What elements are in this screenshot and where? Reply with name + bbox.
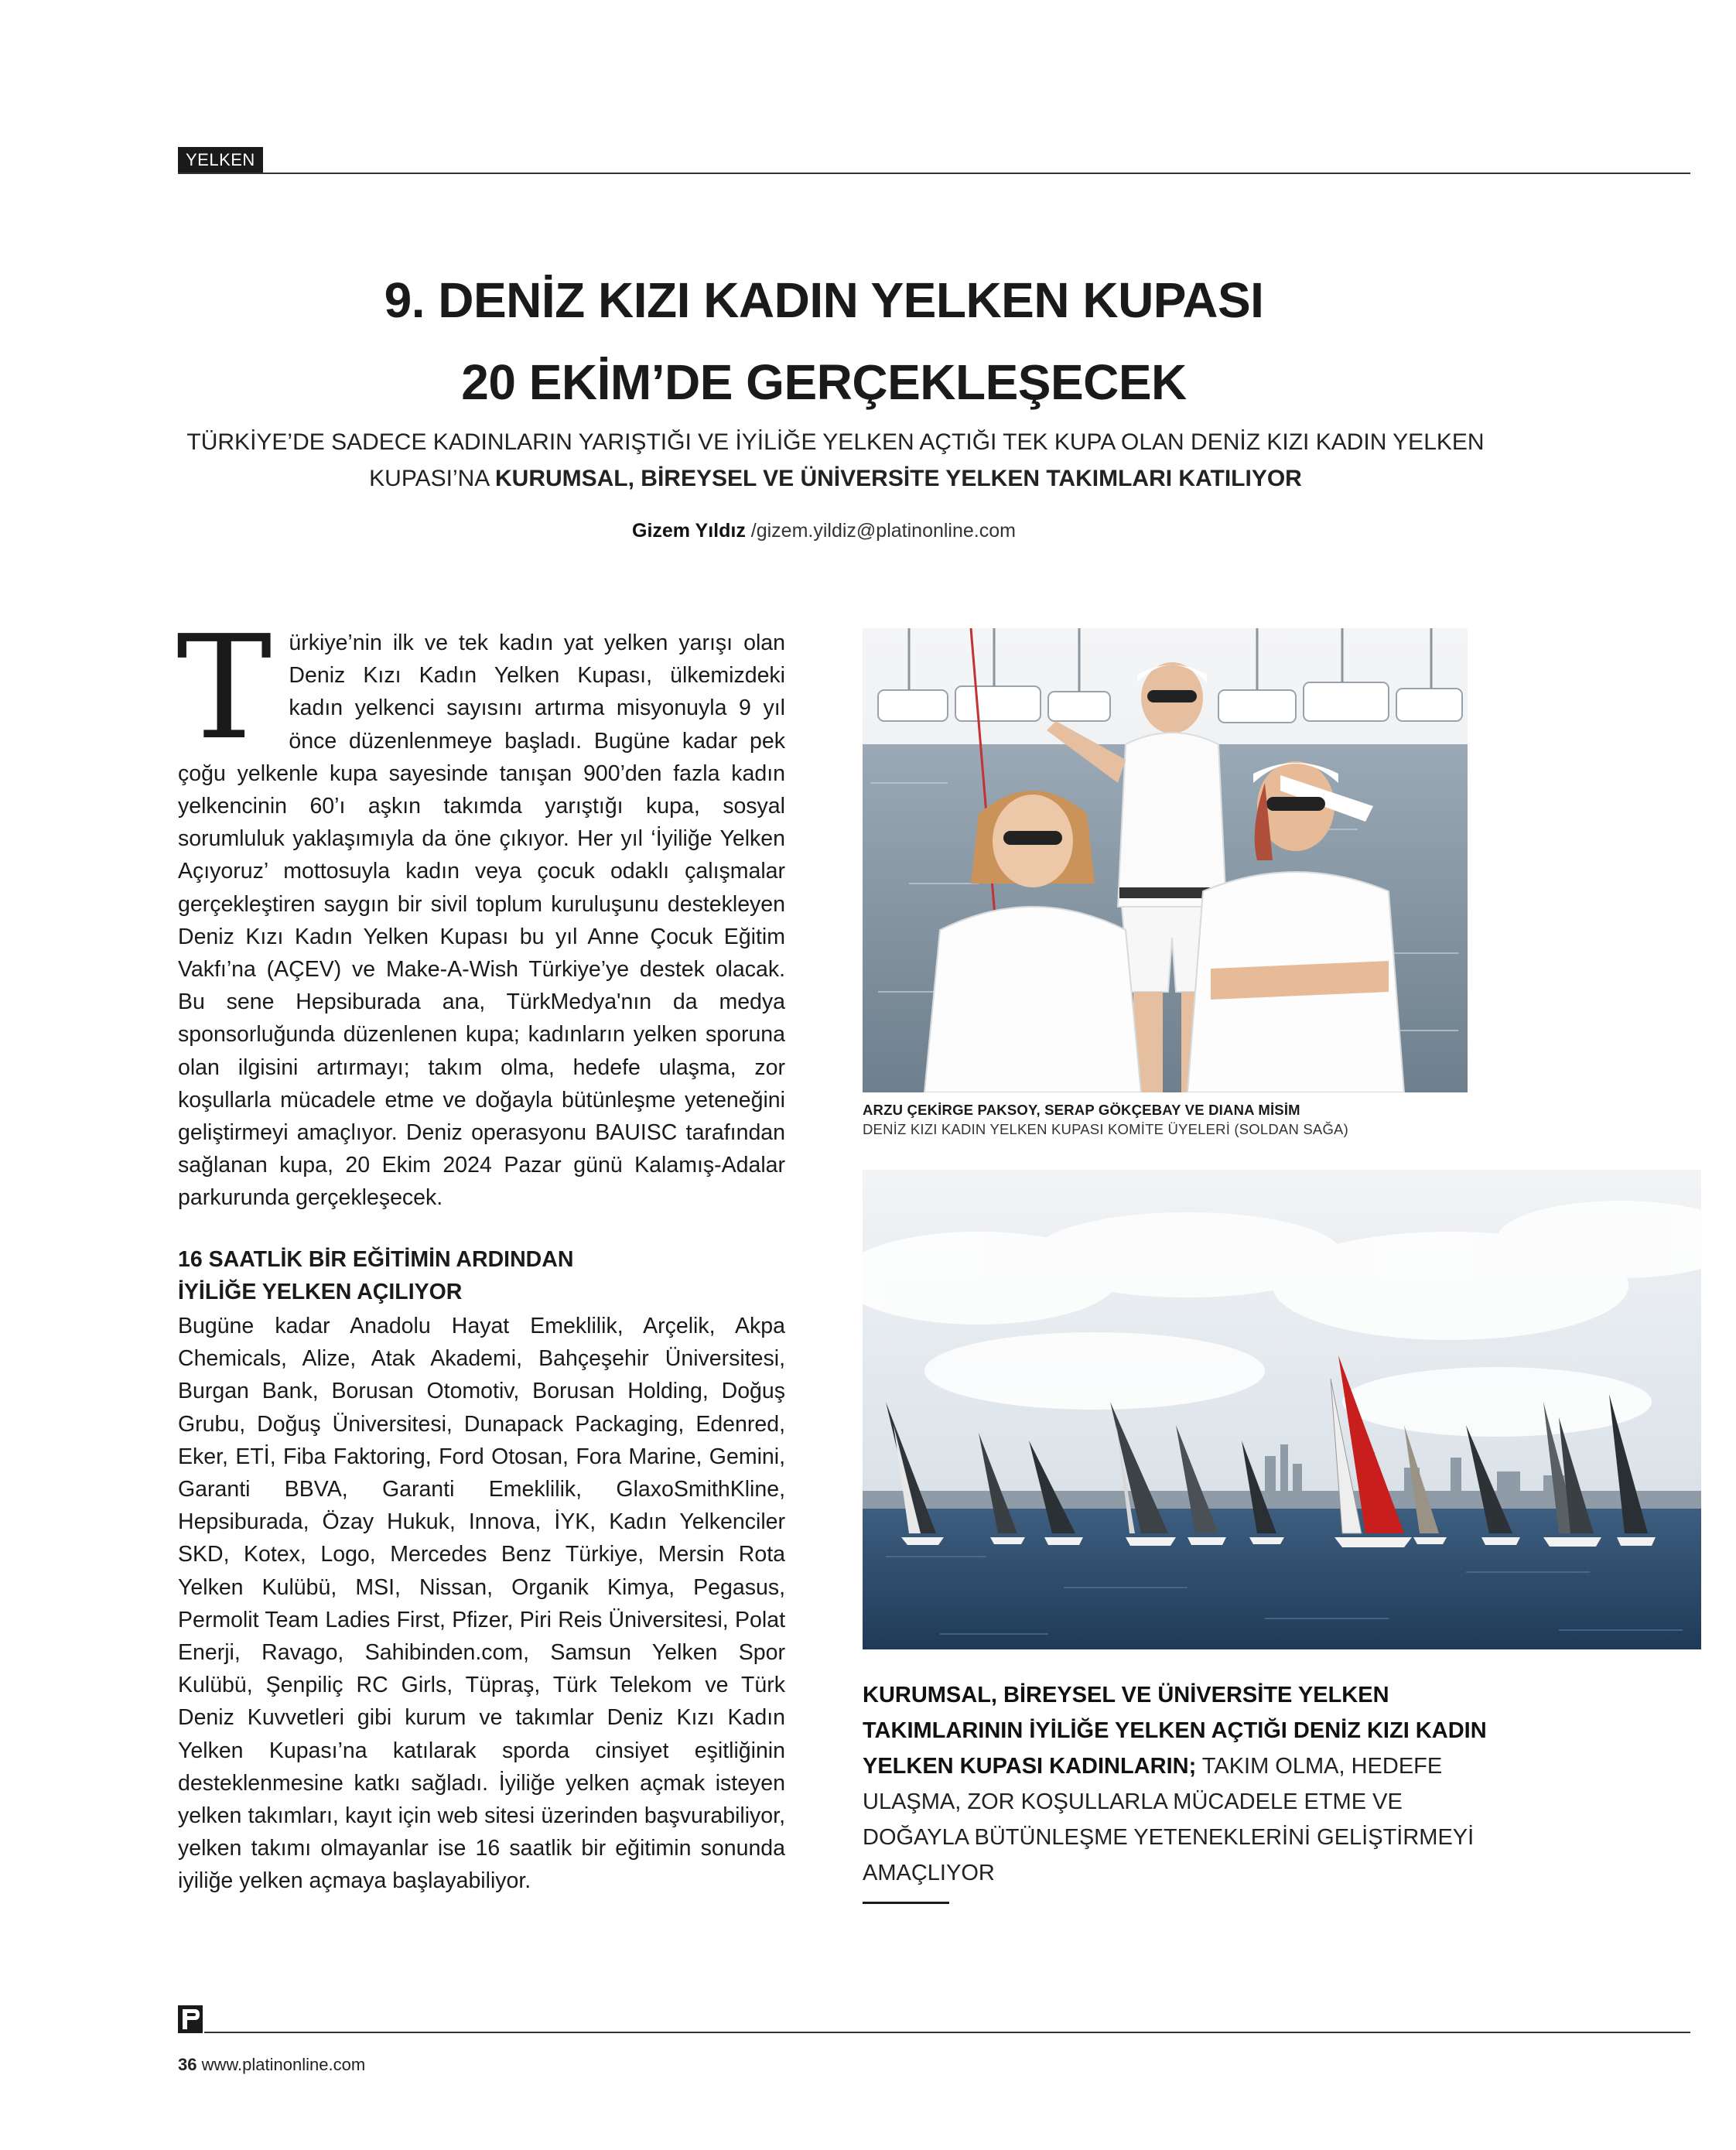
title-line-1: 9. DENİZ KIZI KADIN YELKEN KUPASI <box>384 272 1264 328</box>
body-text: Bugüne kadar Anadolu Hayat Emeklilik, Arçelik, Akpa Chemicals, Alize, Atak Akademi, Bahçeşehir Üniversitesi, Burgan Bank, Borusan Otomotiv, Borusan Holding, Doğuş Grubu, Doğuş Üniversitesi, Dunapack Packaging, Edenred, Eker, ETİ, Fiba Faktoring, Ford Otosan, Fora Marine, Gemini, Garanti BBVA, Garanti Emeklilik, GlaxoSmithKline, Hepsiburada, Özay Hukuk, Innova, İYK, Kadın Yelkenciler SKD, Kotex, Logo, Mercedes Benz Türkiye, Mersin Rota Yelken Kulübü, MSI, Nissan, Organik Kimya, Pegasus, Permolit Team Ladies First, Pfizer, Piri Reis Üniversitesi, Polat Enerji, Ravago, Sahibinden.com, Samsun Yelken Spor Kulübü, Şenpiliç RC Girls, Tüpraş, Türk Telekom ve Türk Deniz Kuvvetleri gibi kurum ve takımlar Deniz Kızı Kadın Yelken Kupası’na katılarak sporda cinsiyet eşitliğinin desteklenmesine katkı sağladı. İyiliğe yelken açmak isteyen yelken takımları, kayıt için web sitesi üzerinden başvurabiliyor, yelken takımı olmayanlar ise 16 saatlik bir eğitimin sonunda iyiliğe yelken açmaya başlayabiliyor. <box>178 1314 785 1894</box>
subtitle-line-2: KUPASI’NA <box>369 466 495 491</box>
title-line-2: 20 EKİM’DE GERÇEKLEŞECEK <box>461 354 1187 410</box>
pull-quote <box>863 1677 1497 1891</box>
author-name: Gizem Yıldız <box>632 520 746 542</box>
byline <box>0 520 1648 542</box>
page-number: 36 <box>178 2055 197 2074</box>
pull-quote-underline <box>863 1902 949 1904</box>
pull-quote-bold: KURUMSAL, BİREYSEL VE ÜNİVERSİTE YELKEN TAKIMLARININ İYİLİĞE YELKEN AÇTIĞI DENİZ KIZI KADIN YELKEN KUPASI KADINLARIN; <box>863 1683 1487 1779</box>
pull-quote-text: TAKIM OLMA, HEDEFE ULAŞMA, ZOR KOŞULLARLA MÜCADELE ETME VE DOĞAYLA BÜTÜNLEŞME YETENEKLERİNİ GELİŞTİRMEYİ AMAÇLIYOR <box>863 1754 1475 1885</box>
article-body <box>178 1310 785 1898</box>
article-title <box>0 259 1648 423</box>
footer-divider <box>204 2032 1690 2033</box>
section-label: YELKEN <box>178 147 263 173</box>
photo-caption-names: ARZU ÇEKİRGE PAKSOY, SERAP GÖKÇEBAY VE DIANA MİSİM <box>863 1102 1300 1118</box>
intro-text: ürkiye’nin ilk ve tek kadın yat yelken yarışı olan Deniz Kızı Kadın Yelken Kupası, ülkemizdeki kadın yelkenci sayısını artırma misyonuyla 9 yıl önce düzenlenmeye başladı. Bugüne kadar pek çoğu yelkenle kupa sayesinde tanışan 900’den fazla kadın yelkencinin 60’ı aşkın takımda yarıştığı kupa, sosyal sorumluluk yaklaşımıyla da öne çıkıyor. Her yıl ‘İyiliğe Yelken Açıyoruz’ mottosuyla kadın veya çocuk odaklı çalışmalar gerçekleştiren saygın bir sivil toplum kuruluşunu destekleyen Deniz Kızı Kadın Yelken Kupası bu yıl Anne Çocuk Eğitim Vakfı’na (AÇEV) ve Make-A-Wish Türkiye’ye destek olacak. Bu sene Hepsiburada ana, TürkMedya'nın da medya sponsorluğunda düzenlenen kupa; kadınların yelken sporuna olan ilgisini artırmayı; takım olma, hedefe ulaşma, zor koşullarla mücadele etme ve doğayla bütünleşme yeteneğini geliştirmeyi amaçlıyor. Deniz operasyonu BAUISC tarafından sağlanan kupa, 20 Ekim 2024 Pazar günü Kalamış-Adalar parkurunda gerçekleşecek. <box>178 631 785 1211</box>
article-intro <box>176 604 785 1215</box>
committee-photo <box>863 628 1468 1092</box>
subheading-line-2: İYİLİĞE YELKEN AÇILIYOR <box>178 1280 463 1304</box>
header-divider <box>178 173 1690 174</box>
subtitle-line-1: TÜRKİYE’DE SADECE KADINLARIN YARIŞTIĞI VE İYİLİĞE YELKEN AÇTIĞI TEK KUPA OLAN DENİZ KIZI KADIN YELKEN <box>186 429 1485 455</box>
drop-cap: T <box>176 604 272 771</box>
article-subtitle <box>178 424 1493 497</box>
regatta-photo <box>863 1170 1701 1649</box>
platin-logo-icon <box>178 2005 203 2033</box>
photo-caption-description: DENİZ KIZI KADIN YELKEN KUPASI KOMİTE ÜYELERİ (SOLDAN SAĞA) <box>863 1121 1348 1137</box>
footer-website[interactable]: www.platinonline.com <box>196 2055 366 2074</box>
subheading-line-1: 16 SAATLİK BİR EĞİTİMİN ARDINDAN <box>178 1247 574 1272</box>
author-email[interactable]: /gizem.yildiz@platinonline.com <box>745 520 1016 542</box>
section-subheading <box>178 1243 785 1308</box>
subtitle-highlight: KURUMSAL, BİREYSEL VE ÜNİVERSİTE YELKEN TAKIMLARI KATILIYOR <box>494 466 1302 491</box>
footer <box>178 2055 365 2075</box>
